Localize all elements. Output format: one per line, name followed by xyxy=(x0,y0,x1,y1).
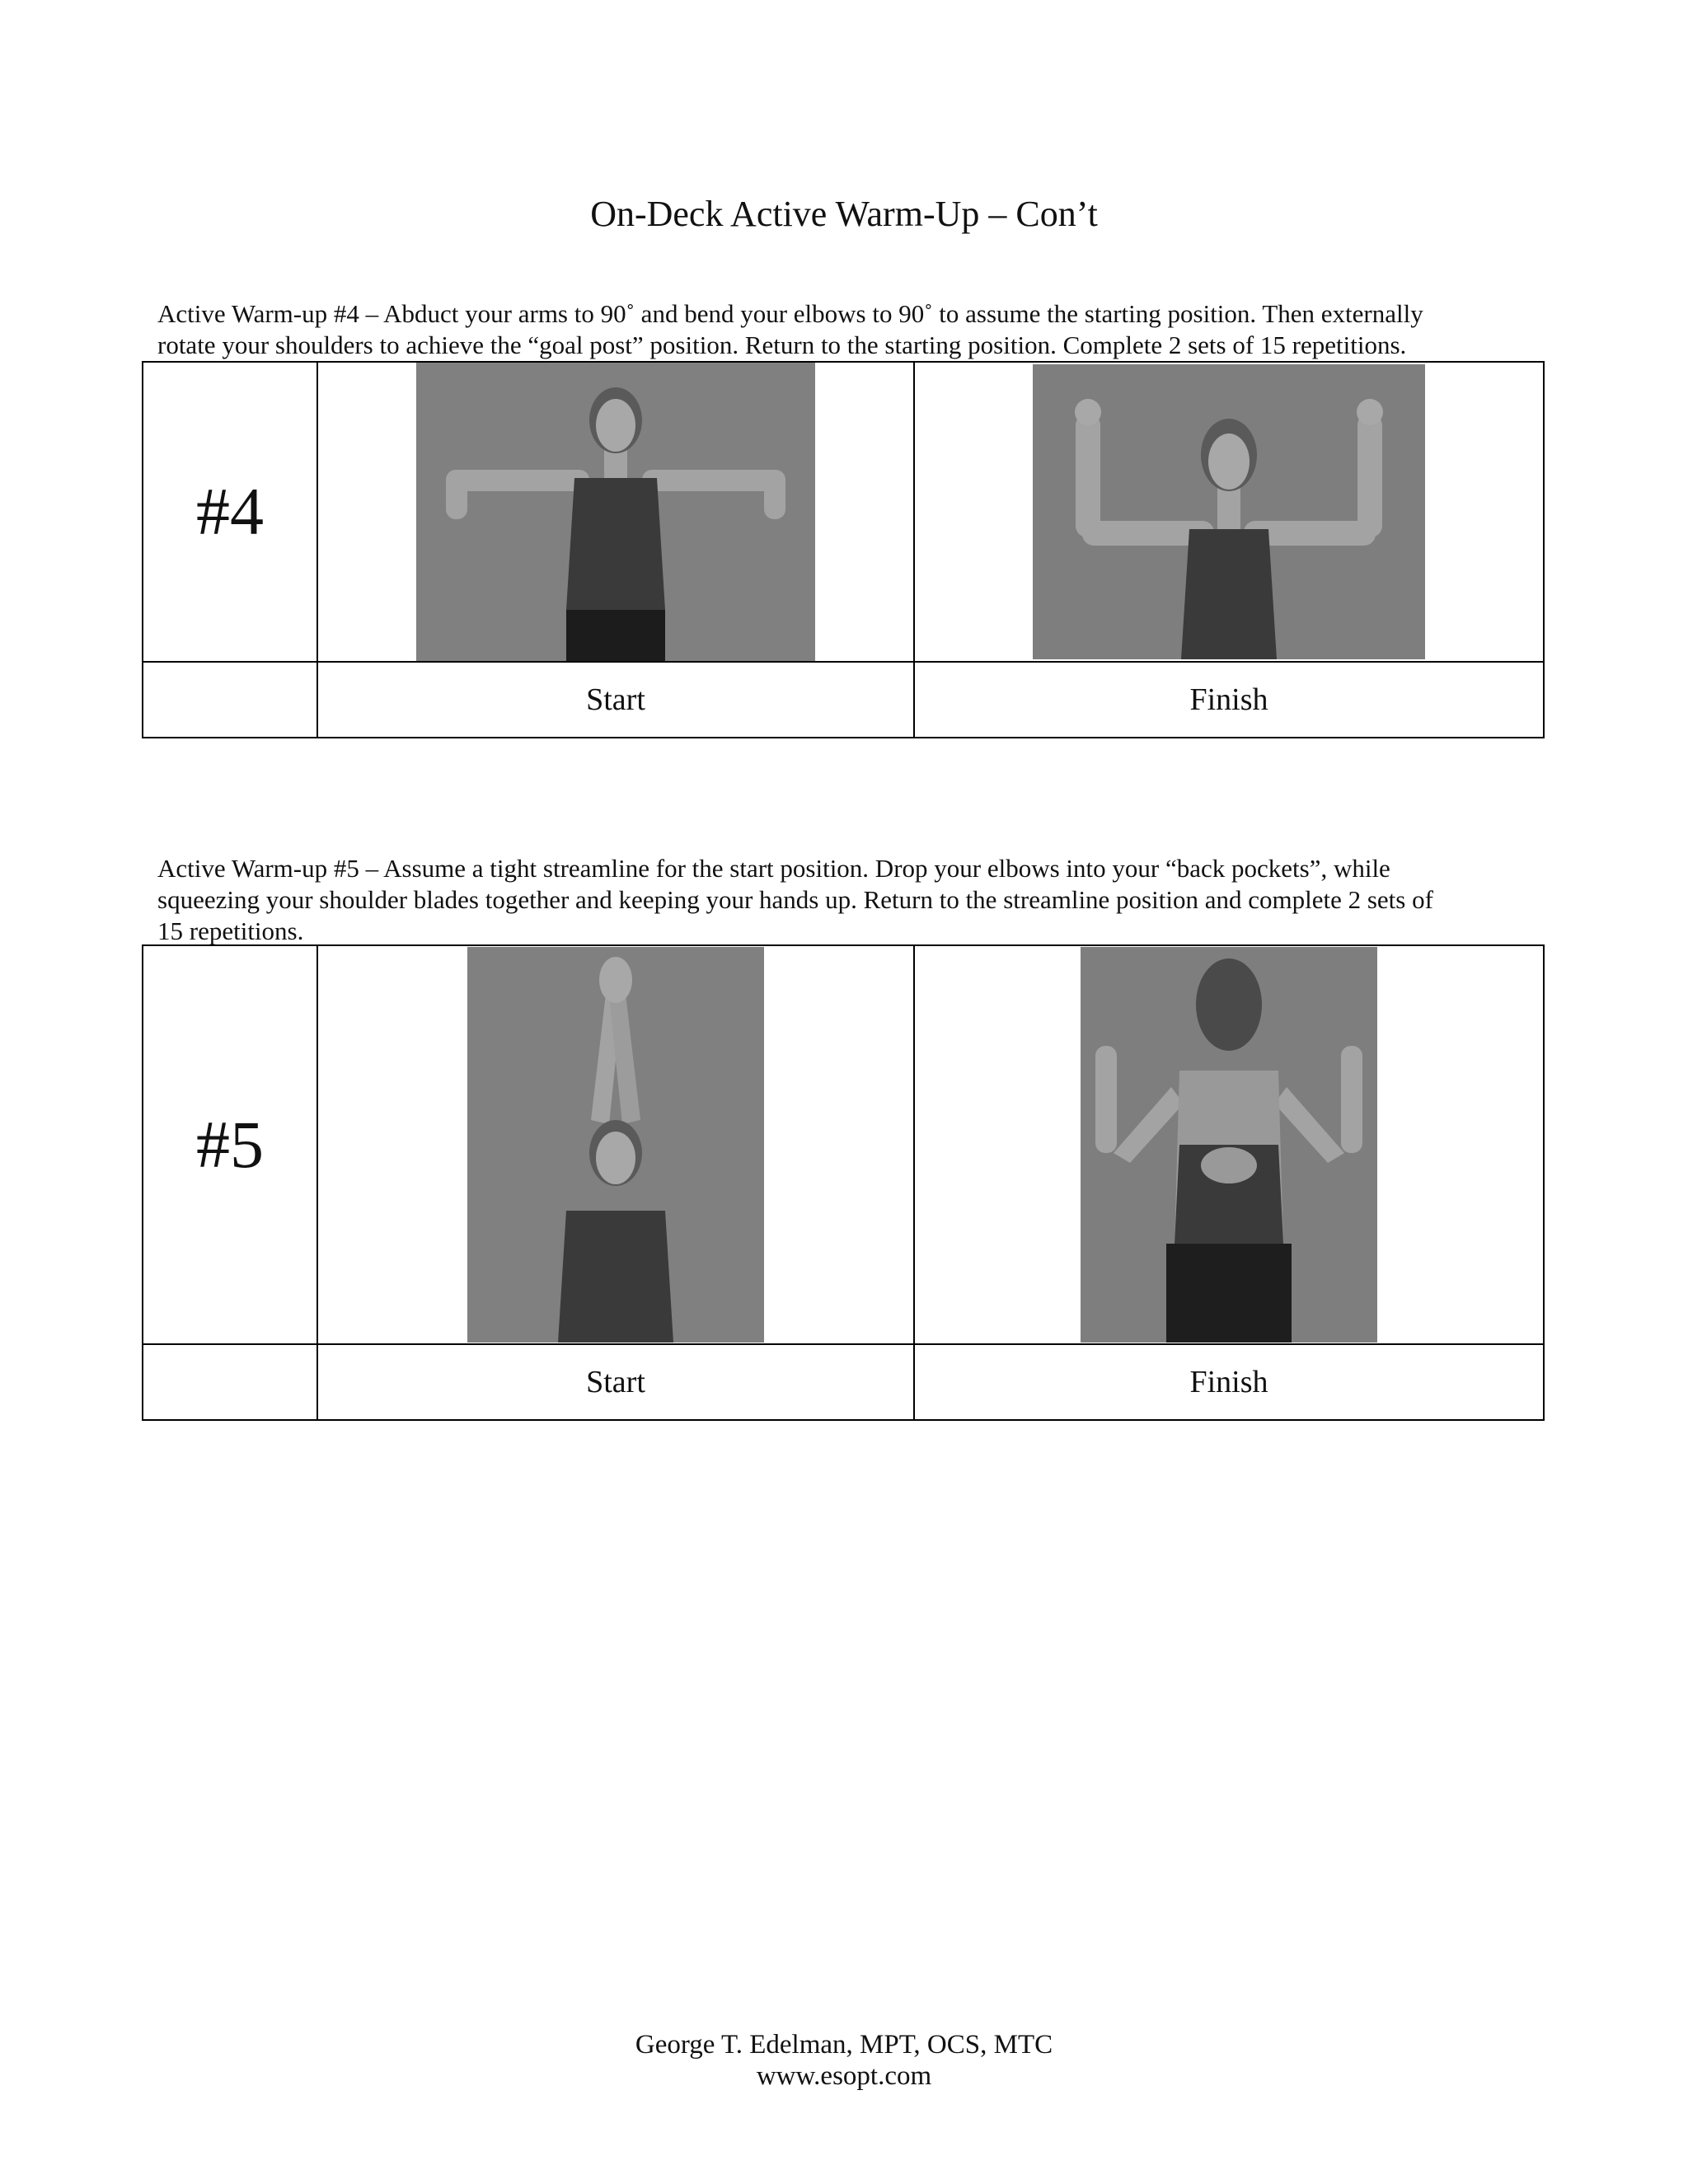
exercise-4-number-cell xyxy=(143,362,317,662)
footer-author: George T. Edelman, MPT, OCS, MTC xyxy=(635,2030,1053,2060)
exercise-5-start-photo-cell xyxy=(317,945,914,1344)
exercise-5-finish-photo-cell xyxy=(914,945,1544,1344)
footer-website: www.esopt.com xyxy=(756,2061,932,2091)
page-title: On-Deck Active Warm-Up – Con’t xyxy=(590,194,1098,234)
exercise-5-empty-label-cell xyxy=(143,1344,317,1420)
exercise-4-start-photo-cell xyxy=(317,362,914,662)
exercise-5-description-line-2: squeezing your shoulder blades together and keeping your hands up. Return to the streamline position and complete 2 sets of xyxy=(157,885,1433,914)
exercise-5-finish-label: Finish xyxy=(914,1344,1544,1420)
exercise-5-finish-photo xyxy=(1081,947,1377,1343)
exercise-4-start-label: Start xyxy=(317,662,914,738)
exercise-4-description xyxy=(157,298,1542,361)
exercise-5-start-label: Start xyxy=(317,1344,914,1420)
exercise-5-table xyxy=(142,944,1545,1421)
exercise-4-finish-label: Finish xyxy=(914,662,1544,738)
exercise-4-number: #4 xyxy=(196,474,264,549)
exercise-5-number-cell xyxy=(143,945,317,1344)
exercise-4-start-photo xyxy=(416,363,815,661)
exercise-4-description-line-2: rotate your shoulders to achieve the “goal post” position. Return to the starting position. Complete 2 sets of 15 repetitions. xyxy=(157,330,1407,359)
exercise-5-start-photo xyxy=(467,947,764,1343)
exercise-4-finish-photo-cell xyxy=(914,362,1544,662)
exercise-5-number: #5 xyxy=(196,1107,264,1182)
exercise-5-description xyxy=(157,853,1542,947)
exercise-4-finish-photo xyxy=(1033,364,1425,659)
exercise-5-description-line-3: 15 repetitions. xyxy=(157,916,304,945)
page-footer xyxy=(0,2029,1688,2092)
exercise-4-empty-label-cell xyxy=(143,662,317,738)
exercise-4-description-line-1: Active Warm-up #4 – Abduct your arms to 90˚ and bend your elbows to 90˚ to assume the starting position. Then externally xyxy=(157,299,1423,328)
exercise-5-description-line-1: Active Warm-up #5 – Assume a tight streamline for the start position. Drop your elbows into your “back pockets”, while xyxy=(157,854,1390,883)
exercise-4-table xyxy=(142,361,1545,738)
